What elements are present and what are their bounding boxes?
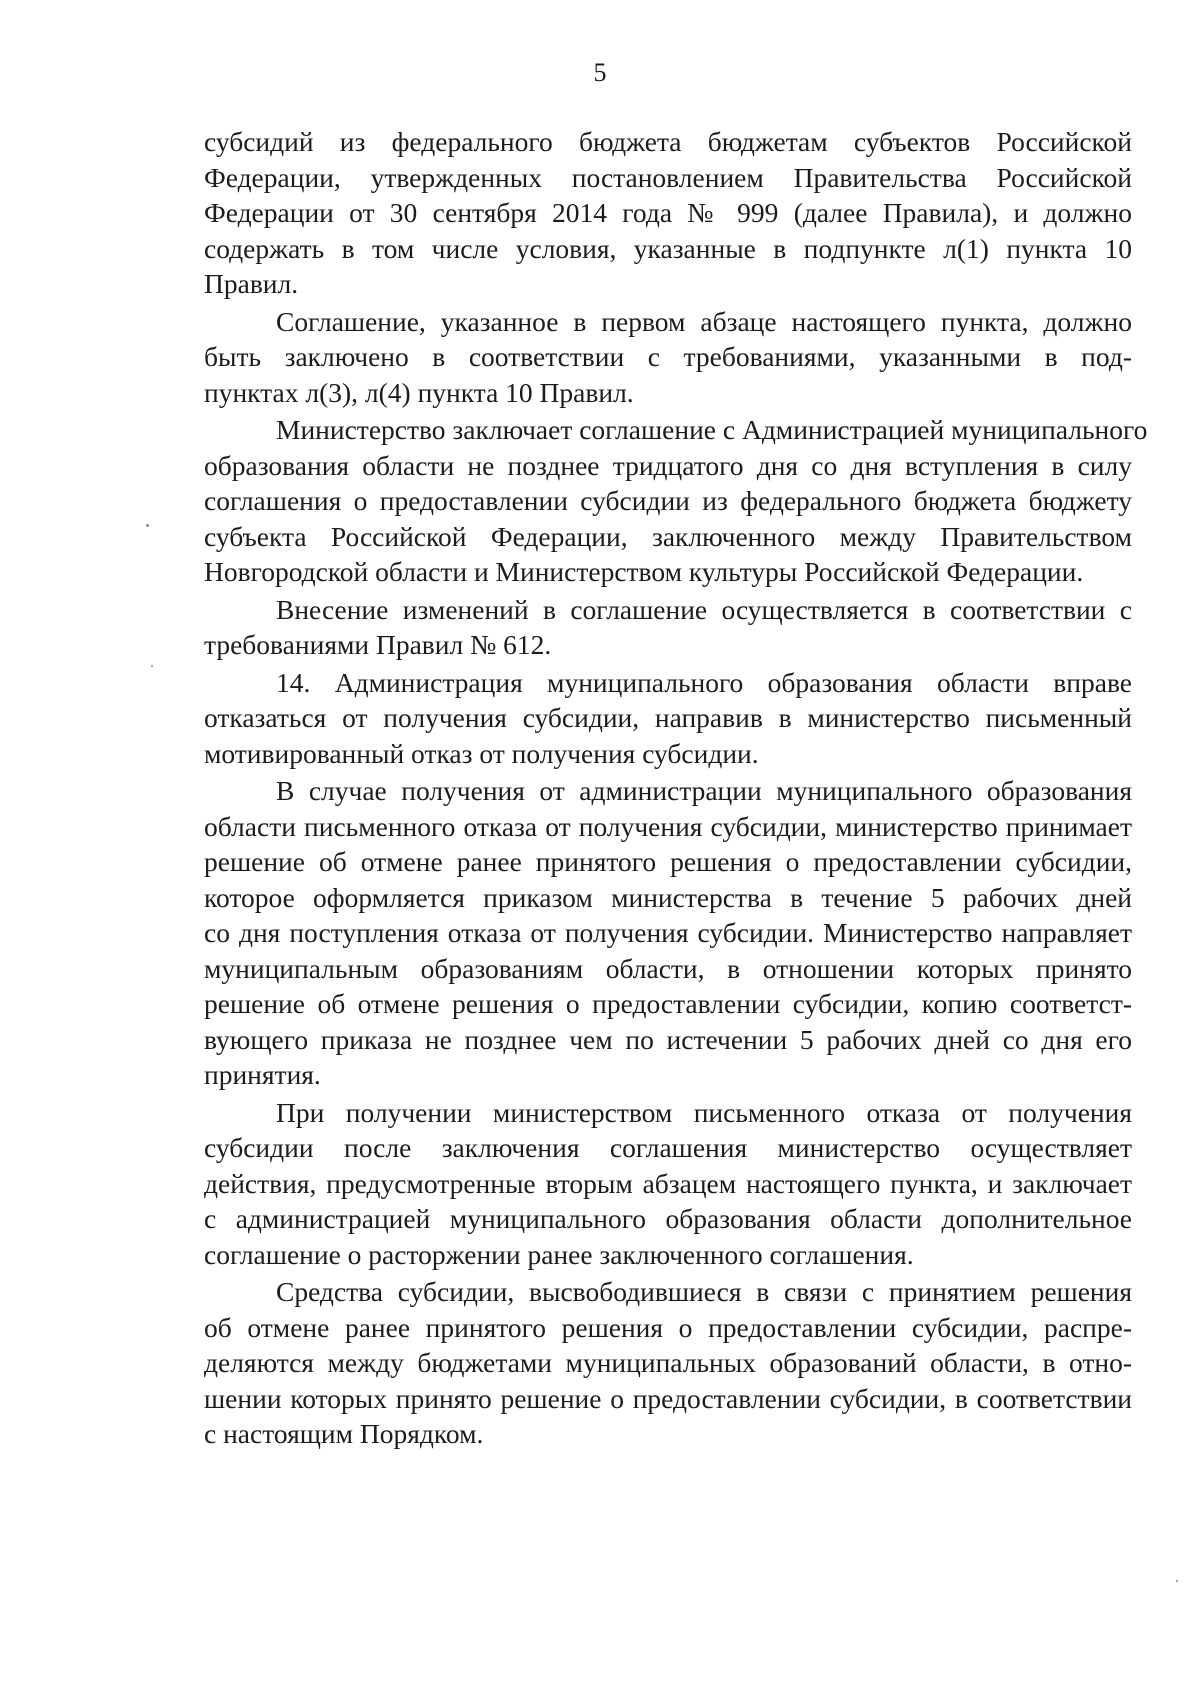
text-line: Федерации от 30 сентября 2014 года № 999 (далее Правила), и должно: [204, 197, 1132, 228]
paragraph-1: [204, 124, 1132, 302]
text-line: мотивированный отказ от получения субсидии.: [204, 737, 759, 769]
text-line: содержать в том числе условия, указанные в подпункте л(1) пункта 10: [204, 232, 1132, 264]
text-line: Внесение изменений в соглашение осуществляется в соответствии с: [276, 593, 1132, 625]
text-line: 14. Администрация муниципального образования области вправе: [276, 666, 1132, 698]
page-number: 5: [593, 58, 607, 87]
paragraph-4: [204, 592, 1132, 663]
text-line: Новгородской области и Министерством культуры Российской Федерации.: [204, 556, 1084, 587]
text-line: вующего приказа не позднее чем по истечении 5 рабочих дней со дня его: [204, 1023, 1132, 1055]
paragraph-6: [204, 773, 1132, 1093]
text-line: решение об отмене решения о предоставлении субсидии, копию соответст-: [204, 988, 1132, 1019]
scan-speck: [1176, 1580, 1178, 1582]
text-line: субъекта Российской Федерации, заключенного между Правительством: [204, 520, 1132, 552]
paragraph-3: [204, 412, 1148, 590]
text-line: Министерство заключает соглашение с Администрацией муниципального: [276, 414, 1148, 445]
text-line: Правил.: [204, 268, 299, 299]
text-line: со дня поступления отказа от получения субсидии. Министерство направляет: [204, 917, 1132, 948]
text-line: муниципальным образованиям области, в отношении которых принято: [204, 952, 1132, 984]
text-line: В случае получения от администрации муниципального образования: [276, 775, 1132, 806]
document-body: [204, 124, 1148, 1454]
text-line: области письменного отказа от получения субсидии, министерство принимает: [204, 810, 1132, 842]
text-line: действия, предусмотренные вторым абзацем настоящего пункта, и заключает: [204, 1167, 1132, 1199]
text-line: быть заключено в соответствии с требованиями, указанными в под-: [204, 341, 1132, 372]
text-line: принятия.: [204, 1059, 321, 1090]
scan-speck: [151, 665, 153, 667]
text-line: соглашения о предоставлении субсидии из федерального бюджета бюджету: [204, 485, 1132, 516]
text-line: субсидий из федерального бюджета бюджетам субъектов Российской: [204, 126, 1132, 157]
text-line: образования области не позднее тридцатого дня со дня вступления в силу: [204, 449, 1132, 481]
text-line: отказаться от получения субсидии, направив в министерство письменный: [204, 702, 1132, 733]
text-line: При получении министерством письменного отказа от получения: [276, 1096, 1132, 1128]
text-line: Федерации, утвержденных постановлением Правительства Российской: [204, 161, 1132, 193]
paragraph-5: [204, 665, 1132, 772]
text-line: которое оформляется приказом министерства в течение 5 рабочих дней: [204, 881, 1132, 913]
text-line: пунктах л(3), л(4) пункта 10 Правил.: [204, 376, 634, 408]
text-line: об отмене ранее принятого решения о предоставлении субсидии, распре-: [204, 1311, 1132, 1343]
text-line: с настоящим Порядком.: [204, 1418, 484, 1449]
paragraph-2: [204, 304, 1132, 411]
paragraph-8: [204, 1274, 1132, 1452]
paragraph-7: [204, 1095, 1132, 1273]
scan-speck: [146, 524, 149, 527]
text-line: требованиями Правил № 612.: [204, 629, 552, 660]
text-line: решение об отмене ранее принятого решения о предоставлении субсидии,: [204, 846, 1132, 877]
text-line: субсидии после заключения соглашения министерство осуществляет: [204, 1132, 1132, 1163]
text-line: с администрацией муниципального образования области дополнительное: [204, 1203, 1132, 1234]
text-line: шении которых принято решение о предоставлении субсидии, в соответствии: [204, 1382, 1132, 1414]
text-line: деляются между бюджетами муниципальных образований области, в отно-: [204, 1347, 1132, 1378]
text-line: Средства субсидии, высвободившиеся в связи с принятием решения: [276, 1276, 1132, 1307]
text-line: соглашение о расторжении ранее заключенного соглашения.: [204, 1238, 914, 1270]
text-line: Соглашение, указанное в первом абзаце настоящего пункта, должно: [276, 305, 1132, 337]
